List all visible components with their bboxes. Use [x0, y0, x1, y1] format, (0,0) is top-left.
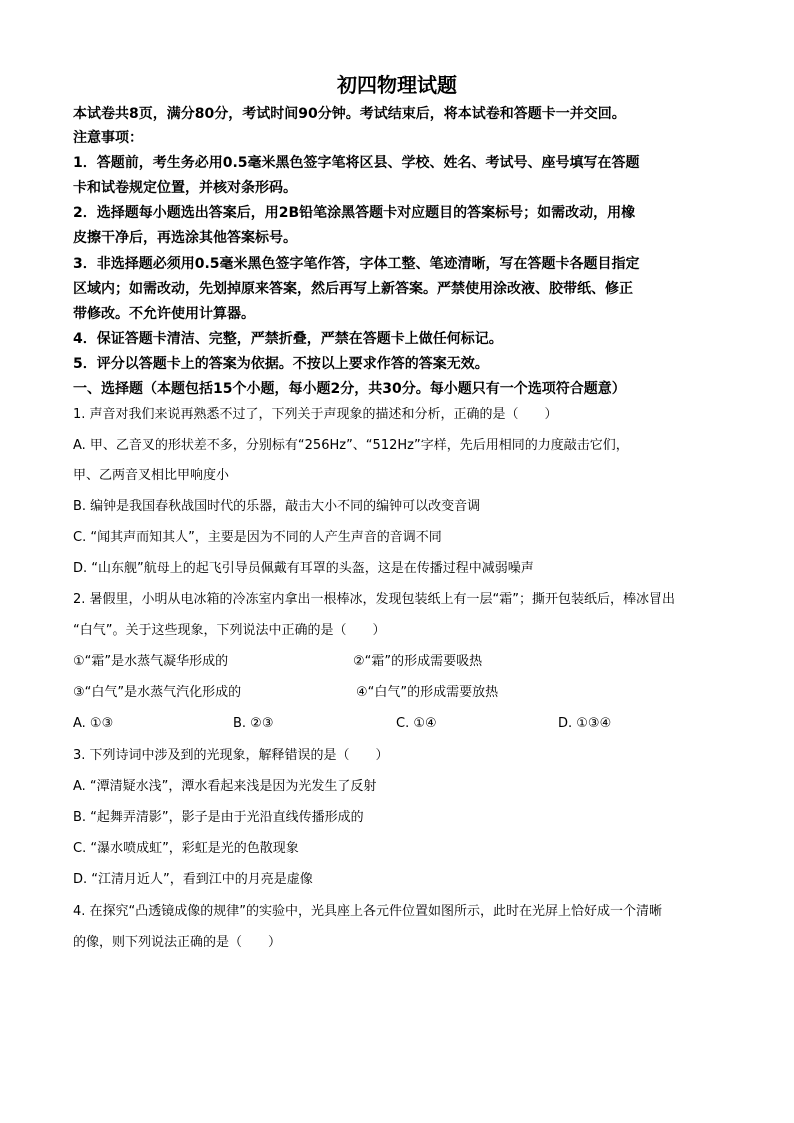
notice-item-5: 5．评分以答题卡上的答案为依据。不按以上要求作答的答案无效。 [73, 356, 489, 372]
question-2-statement-2: ②“霜”的形成需要吸热 [353, 654, 483, 669]
notice-item-2: 2．选择题每小题选出答案后，用2B铅笔涂黑答题卡对应题目的答案标号；如需改动，用橡 [73, 205, 636, 221]
question-3-option-a: A. “潭清疑水浅”，潭水看起来浅是因为光发生了反射 [73, 779, 377, 794]
question-1-option-a: A. 甲、乙音叉的形状差不多，分别标有“256Hz”、“512Hz”字样，先后用相同的力度敲击它们， [73, 438, 629, 453]
question-2-option-c: C. ①④ [396, 716, 437, 731]
question-2-stem-cont: “白气”。关于这些现象，下列说法中正确的是（ ） [73, 623, 386, 638]
question-3-option-b: B. “起舞弄清影”，影子是由于光沿直线传播形成的 [73, 810, 364, 825]
section-heading: 一、选择题（本题包括15个小题，每小题2分，共30分。每小题只有一个选项符合题意） [73, 381, 626, 397]
question-2-option-a: A. ①③ [73, 716, 114, 731]
question-1-option-a-cont: 甲、乙两音叉相比甲响度小 [73, 468, 230, 483]
question-2-statement-4: ④“白气”的形成需要放热 [356, 685, 499, 700]
question-2-option-b: B. ②③ [233, 716, 274, 731]
notice-item-3-cont2: 带修改。不允许使用计算器。 [73, 306, 255, 322]
notice-heading: 注意事项： [73, 130, 143, 146]
question-2-statement-1: ①“霜”是水蒸气凝华形成的 [73, 654, 229, 669]
question-2-option-d: D. ①③④ [558, 716, 612, 731]
question-3-option-c: C. “瀑水喷成虹”，彩虹是光的色散现象 [73, 841, 299, 856]
notice-item-1-cont: 卡和试卷规定位置，并核对条形码。 [73, 180, 297, 196]
question-1-option-c: C. “闻其声而知其人”，主要是因为不同的人产生声音的音调不同 [73, 530, 442, 545]
notice-item-3-cont: 区域内；如需改动，先划掉原来答案，然后再写上新答案。严禁使用涂改液、胶带纸、修正 [73, 281, 633, 297]
question-1-option-b: B. 编钟是我国春秋战国时代的乐器，敲击大小不同的编钟可以改变音调 [73, 499, 481, 514]
exam-intro: 本试卷共8页，满分80分，考试时间90分钟。考试结束后，将本试卷和答题卡一并交回。 [73, 106, 626, 122]
question-4-stem: 4. 在探究“凸透镜成像的规律”的实验中，光具座上各元件位置如图所示，此时在光屏上恰好成一个清晰 [73, 904, 663, 919]
question-2-stem: 2. 暑假里，小明从电冰箱的冷冻室内拿出一根棒冰，发现包装纸上有一层“霜”；撕开包装纸后，棒冰冒出 [73, 592, 676, 607]
notice-item-1: 1．答题前，考生务必用0.5毫米黑色签字笔将区县、学校、姓名、考试号、座号填写在答题 [73, 155, 640, 171]
question-3-option-d: D. “江清月近人”，看到江中的月亮是虚像 [73, 872, 313, 887]
notice-item-3: 3．非选择题必须用0.5毫米黑色签字笔作答，字体工整、笔迹清晰，写在答题卡各题目指定 [73, 256, 640, 272]
question-1-option-d: D. “山东舰”航母上的起飞引导员佩戴有耳罩的头盔，这是在传播过程中减弱噪声 [73, 561, 534, 576]
notice-item-2-cont: 皮擦干净后，再选涂其他答案标号。 [73, 230, 297, 246]
question-4-stem-cont: 的像，则下列说法正确的是（ ） [73, 935, 282, 950]
question-2-statement-3: ③“白气”是水蒸气汽化形成的 [73, 685, 242, 700]
question-1-stem: 1. 声音对我们来说再熟悉不过了，下列关于声现象的描述和分析，正确的是（ ） [73, 407, 558, 422]
page-title: 初四物理试题 [337, 73, 457, 97]
notice-item-4: 4．保证答题卡清洁、完整，严禁折叠，严禁在答题卡上做任何标记。 [73, 331, 503, 347]
question-3-stem: 3. 下列诗词中涉及到的光现象，解释错误的是（ ） [73, 748, 389, 763]
